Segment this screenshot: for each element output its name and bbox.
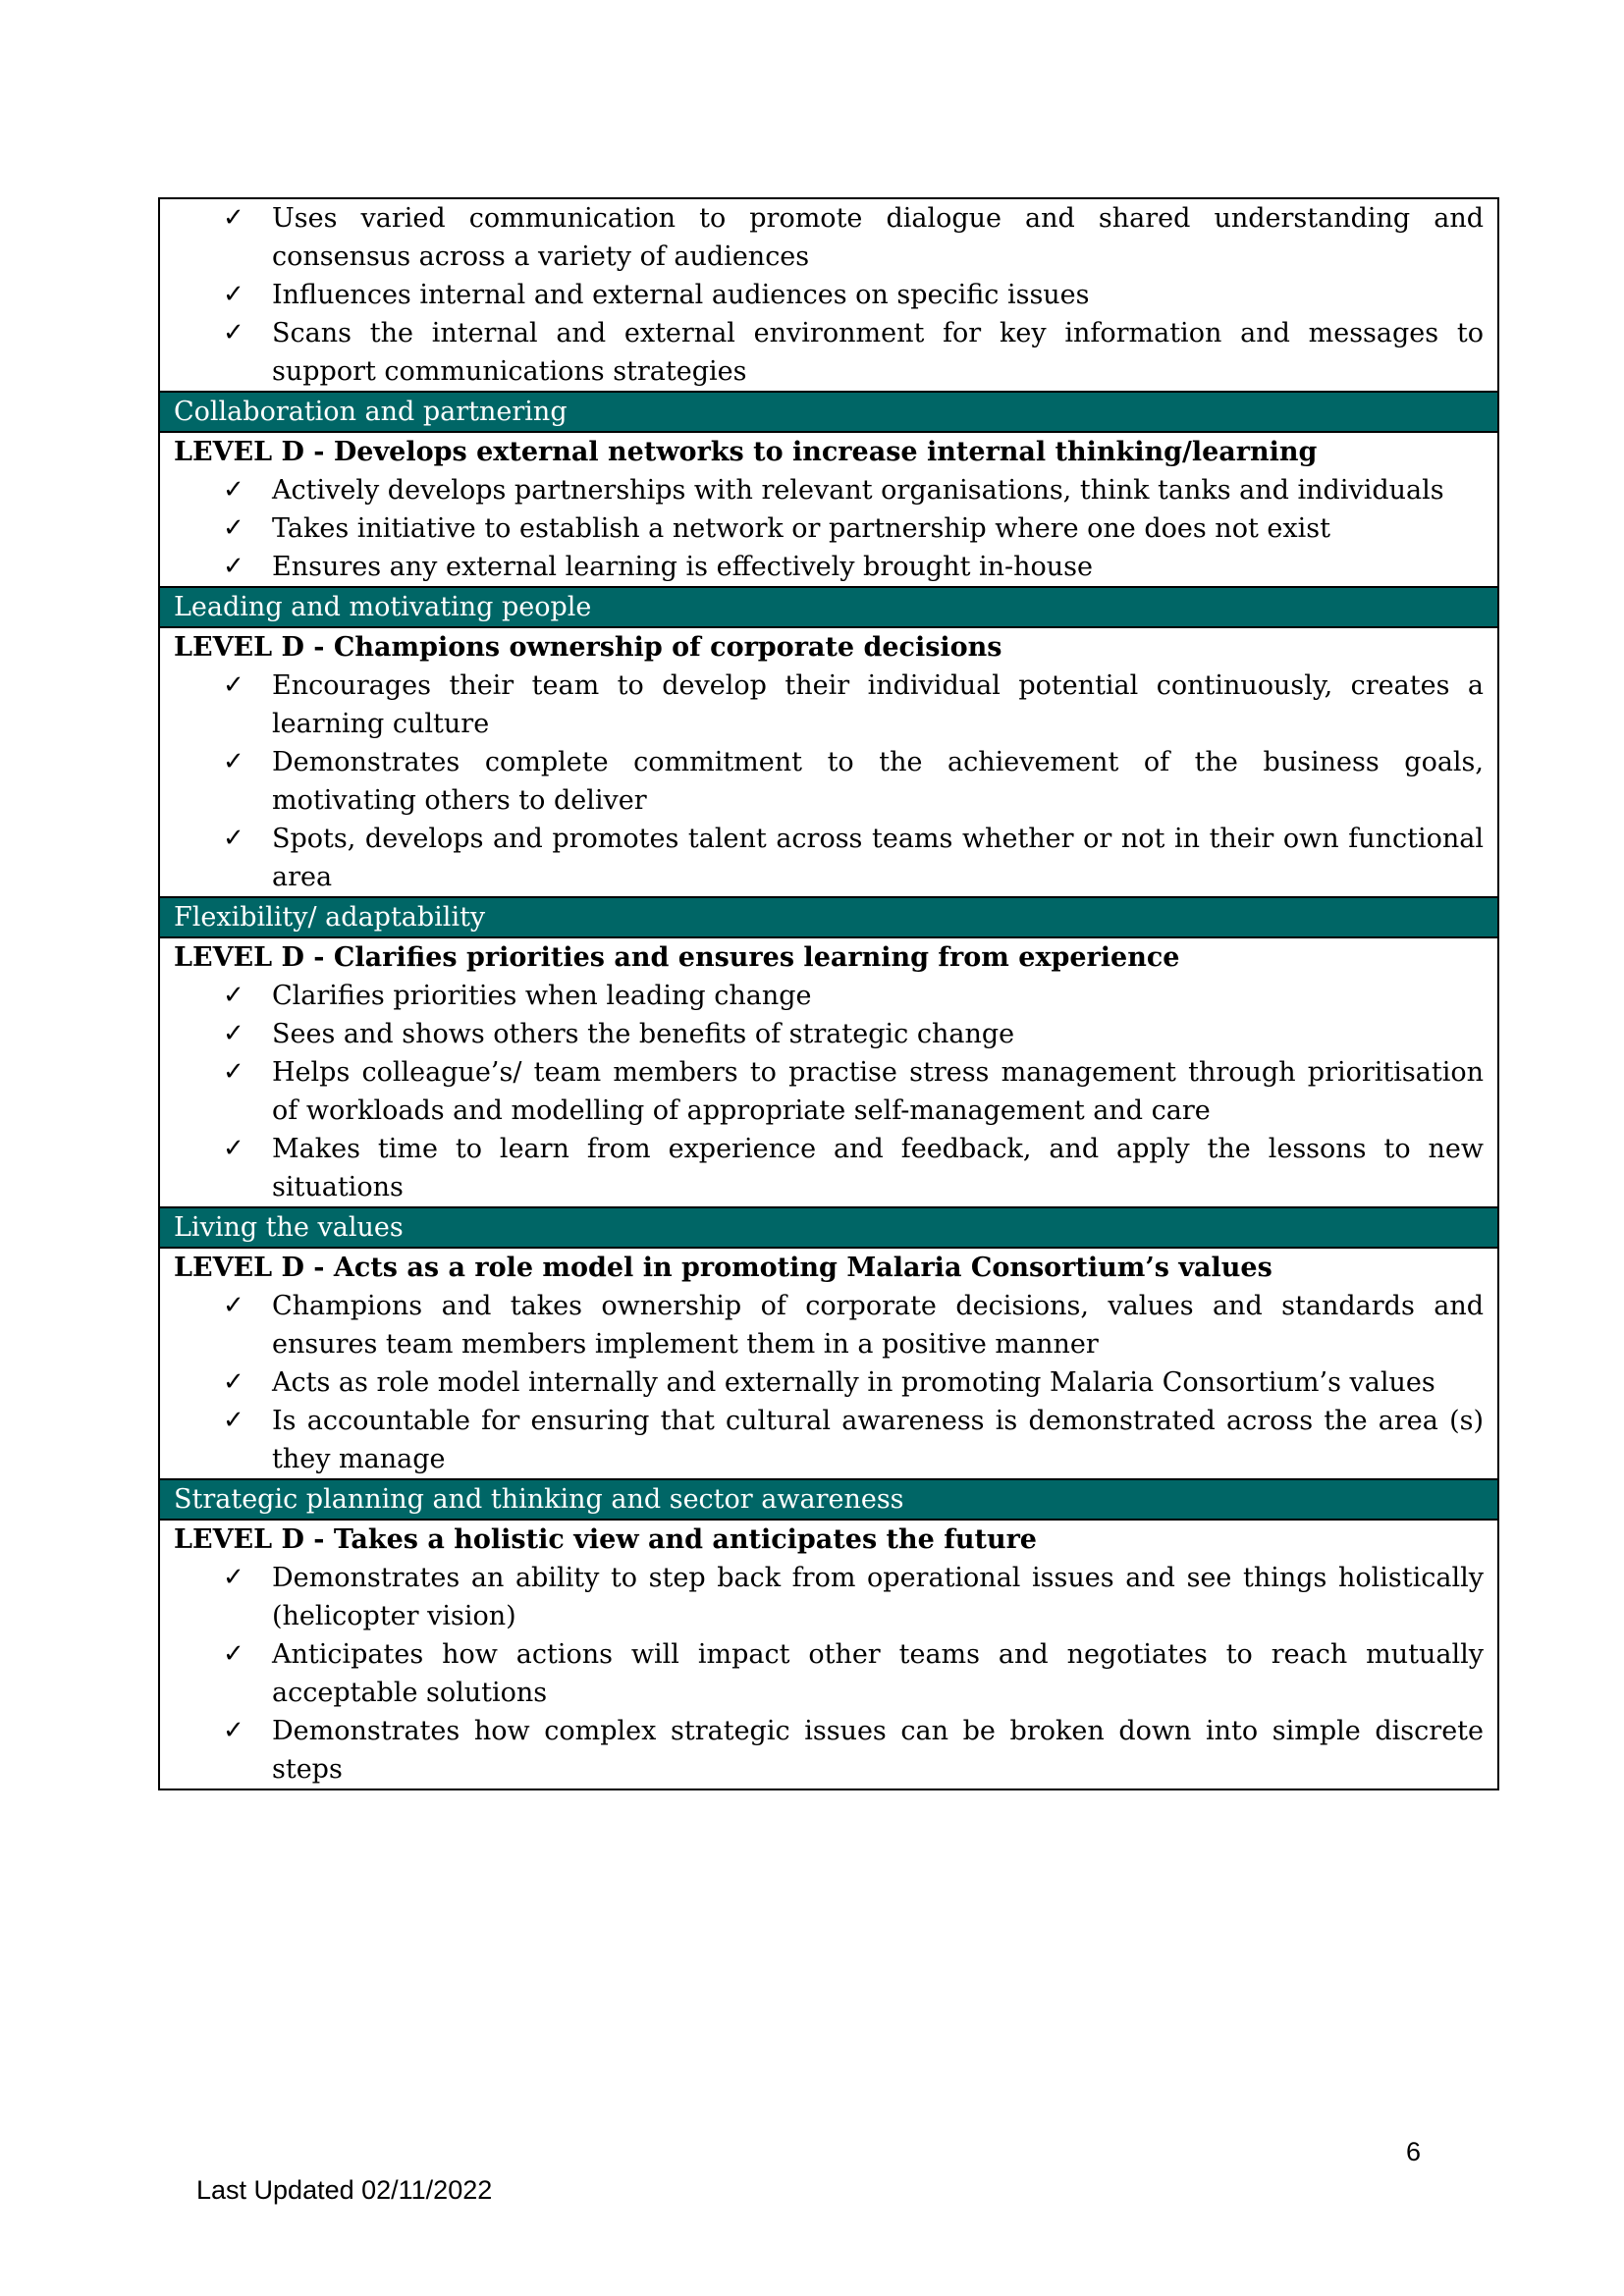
section-header: Collaboration and partnering — [160, 391, 1497, 433]
section-list — [160, 977, 1497, 1206]
list-item — [160, 1402, 1497, 1478]
section-list — [160, 1559, 1497, 1789]
list-item-text: Uses varied communication to promote dialogue and shared understanding and consensus across a variety of audiences — [272, 203, 1484, 272]
check-icon: ✓ — [223, 513, 244, 543]
section-list — [160, 1287, 1497, 1478]
list-item-text: Is accountable for ensuring that cultural awareness is demonstrated across the area (s) they manage — [272, 1406, 1484, 1474]
list-item — [160, 314, 1497, 391]
check-icon: ✓ — [223, 1563, 244, 1592]
section-header: Flexibility/ adaptability — [160, 896, 1497, 938]
check-icon: ✓ — [223, 747, 244, 776]
list-item — [160, 1635, 1497, 1712]
list-item — [160, 1015, 1497, 1053]
check-icon: ✓ — [223, 1367, 244, 1397]
check-icon: ✓ — [223, 670, 244, 700]
list-item-text: Sees and shows others the benefits of strategic change — [272, 1019, 1015, 1049]
list-item — [160, 1130, 1497, 1206]
list-item — [160, 667, 1497, 743]
list-item — [160, 1559, 1497, 1635]
level-heading: LEVEL D - Develops external networks to increase internal thinking/learning — [174, 437, 1318, 467]
section-header: Leading and motivating people — [160, 586, 1497, 628]
check-icon: ✓ — [223, 318, 244, 347]
list-item — [160, 977, 1497, 1015]
list-item-text: Helps colleague’s/ team members to practise stress management through prioritisation of workloads and modelling of appropriate self-management and care — [272, 1057, 1484, 1126]
check-icon: ✓ — [223, 1716, 244, 1745]
section-list — [160, 471, 1497, 586]
list-item-text: Acts as role model internally and externally in promoting Malaria Consortium’s values — [272, 1367, 1435, 1398]
check-icon: ✓ — [223, 981, 244, 1010]
list-item-text: Demonstrates how complex strategic issues can be broken down into simple discrete steps — [272, 1716, 1484, 1785]
list-item — [160, 1712, 1497, 1789]
check-icon: ✓ — [223, 552, 244, 581]
footer-last-updated: Last Updated 02/11/2022 — [196, 2175, 493, 2205]
list-item-text: Anticipates how actions will impact other teams and negotiates to reach mutually acceptable solutions — [272, 1639, 1484, 1708]
list-item — [160, 1287, 1497, 1363]
list-item-text: Scans the internal and external environment for key information and messages to support communications strategies — [272, 318, 1484, 387]
list-item-text: Clarifies priorities when leading change — [272, 981, 812, 1011]
check-icon: ✓ — [223, 1291, 244, 1320]
level-heading: LEVEL D - Takes a holistic view and anticipates the future — [174, 1524, 1037, 1555]
check-icon: ✓ — [223, 824, 244, 853]
list-item-text: Makes time to learn from experience and feedback, and apply the lessons to new situations — [272, 1134, 1484, 1202]
check-icon: ✓ — [223, 1134, 244, 1163]
section-header: Living the values — [160, 1206, 1497, 1249]
list-item-text: Champions and takes ownership of corporate decisions, values and standards and ensures team members implement them in a positive manner — [272, 1291, 1484, 1360]
check-icon: ✓ — [223, 203, 244, 233]
list-item-text: Encourages their team to develop their individual potential continuously, creates a learning culture — [272, 670, 1484, 739]
list-item — [160, 1053, 1497, 1130]
section-list — [160, 667, 1497, 896]
check-icon: ✓ — [223, 475, 244, 505]
check-icon: ✓ — [223, 1019, 244, 1048]
list-item — [160, 509, 1497, 548]
check-icon: ✓ — [223, 1057, 244, 1087]
list-item — [160, 199, 1497, 276]
section-header: Strategic planning and thinking and sector awareness — [160, 1478, 1497, 1521]
check-icon: ✓ — [223, 1639, 244, 1669]
list-item-text: Demonstrates complete commitment to the achievement of the business goals, motivating others to deliver — [272, 747, 1484, 816]
list-item-text: Ensures any external learning is effectively brought in-house — [272, 552, 1094, 582]
check-icon: ✓ — [223, 1406, 244, 1435]
competency-table — [158, 197, 1499, 1790]
list-item-text: Influences internal and external audiences on specific issues — [272, 280, 1090, 310]
list-item — [160, 820, 1497, 896]
list-item — [160, 276, 1497, 314]
list-item — [160, 743, 1497, 820]
intro-list — [160, 199, 1497, 391]
list-item-text: Demonstrates an ability to step back from operational issues and see things holistically (helicopter vision) — [272, 1563, 1484, 1631]
list-item — [160, 1363, 1497, 1402]
level-heading: LEVEL D - Clarifies priorities and ensures learning from experience — [174, 942, 1180, 973]
list-item-text: Spots, develops and promotes talent across teams whether or not in their own functional area — [272, 824, 1484, 892]
list-item — [160, 548, 1497, 586]
level-heading: LEVEL D - Champions ownership of corporate decisions — [174, 632, 1002, 663]
page-number: 6 — [1406, 2137, 1422, 2166]
list-item — [160, 471, 1497, 509]
check-icon: ✓ — [223, 280, 244, 309]
list-item-text: Actively develops partnerships with relevant organisations, think tanks and individuals — [272, 475, 1444, 506]
list-item-text: Takes initiative to establish a network or partnership where one does not exist — [272, 513, 1330, 544]
level-heading: LEVEL D - Acts as a role model in promoting Malaria Consortium’s values — [174, 1253, 1272, 1283]
